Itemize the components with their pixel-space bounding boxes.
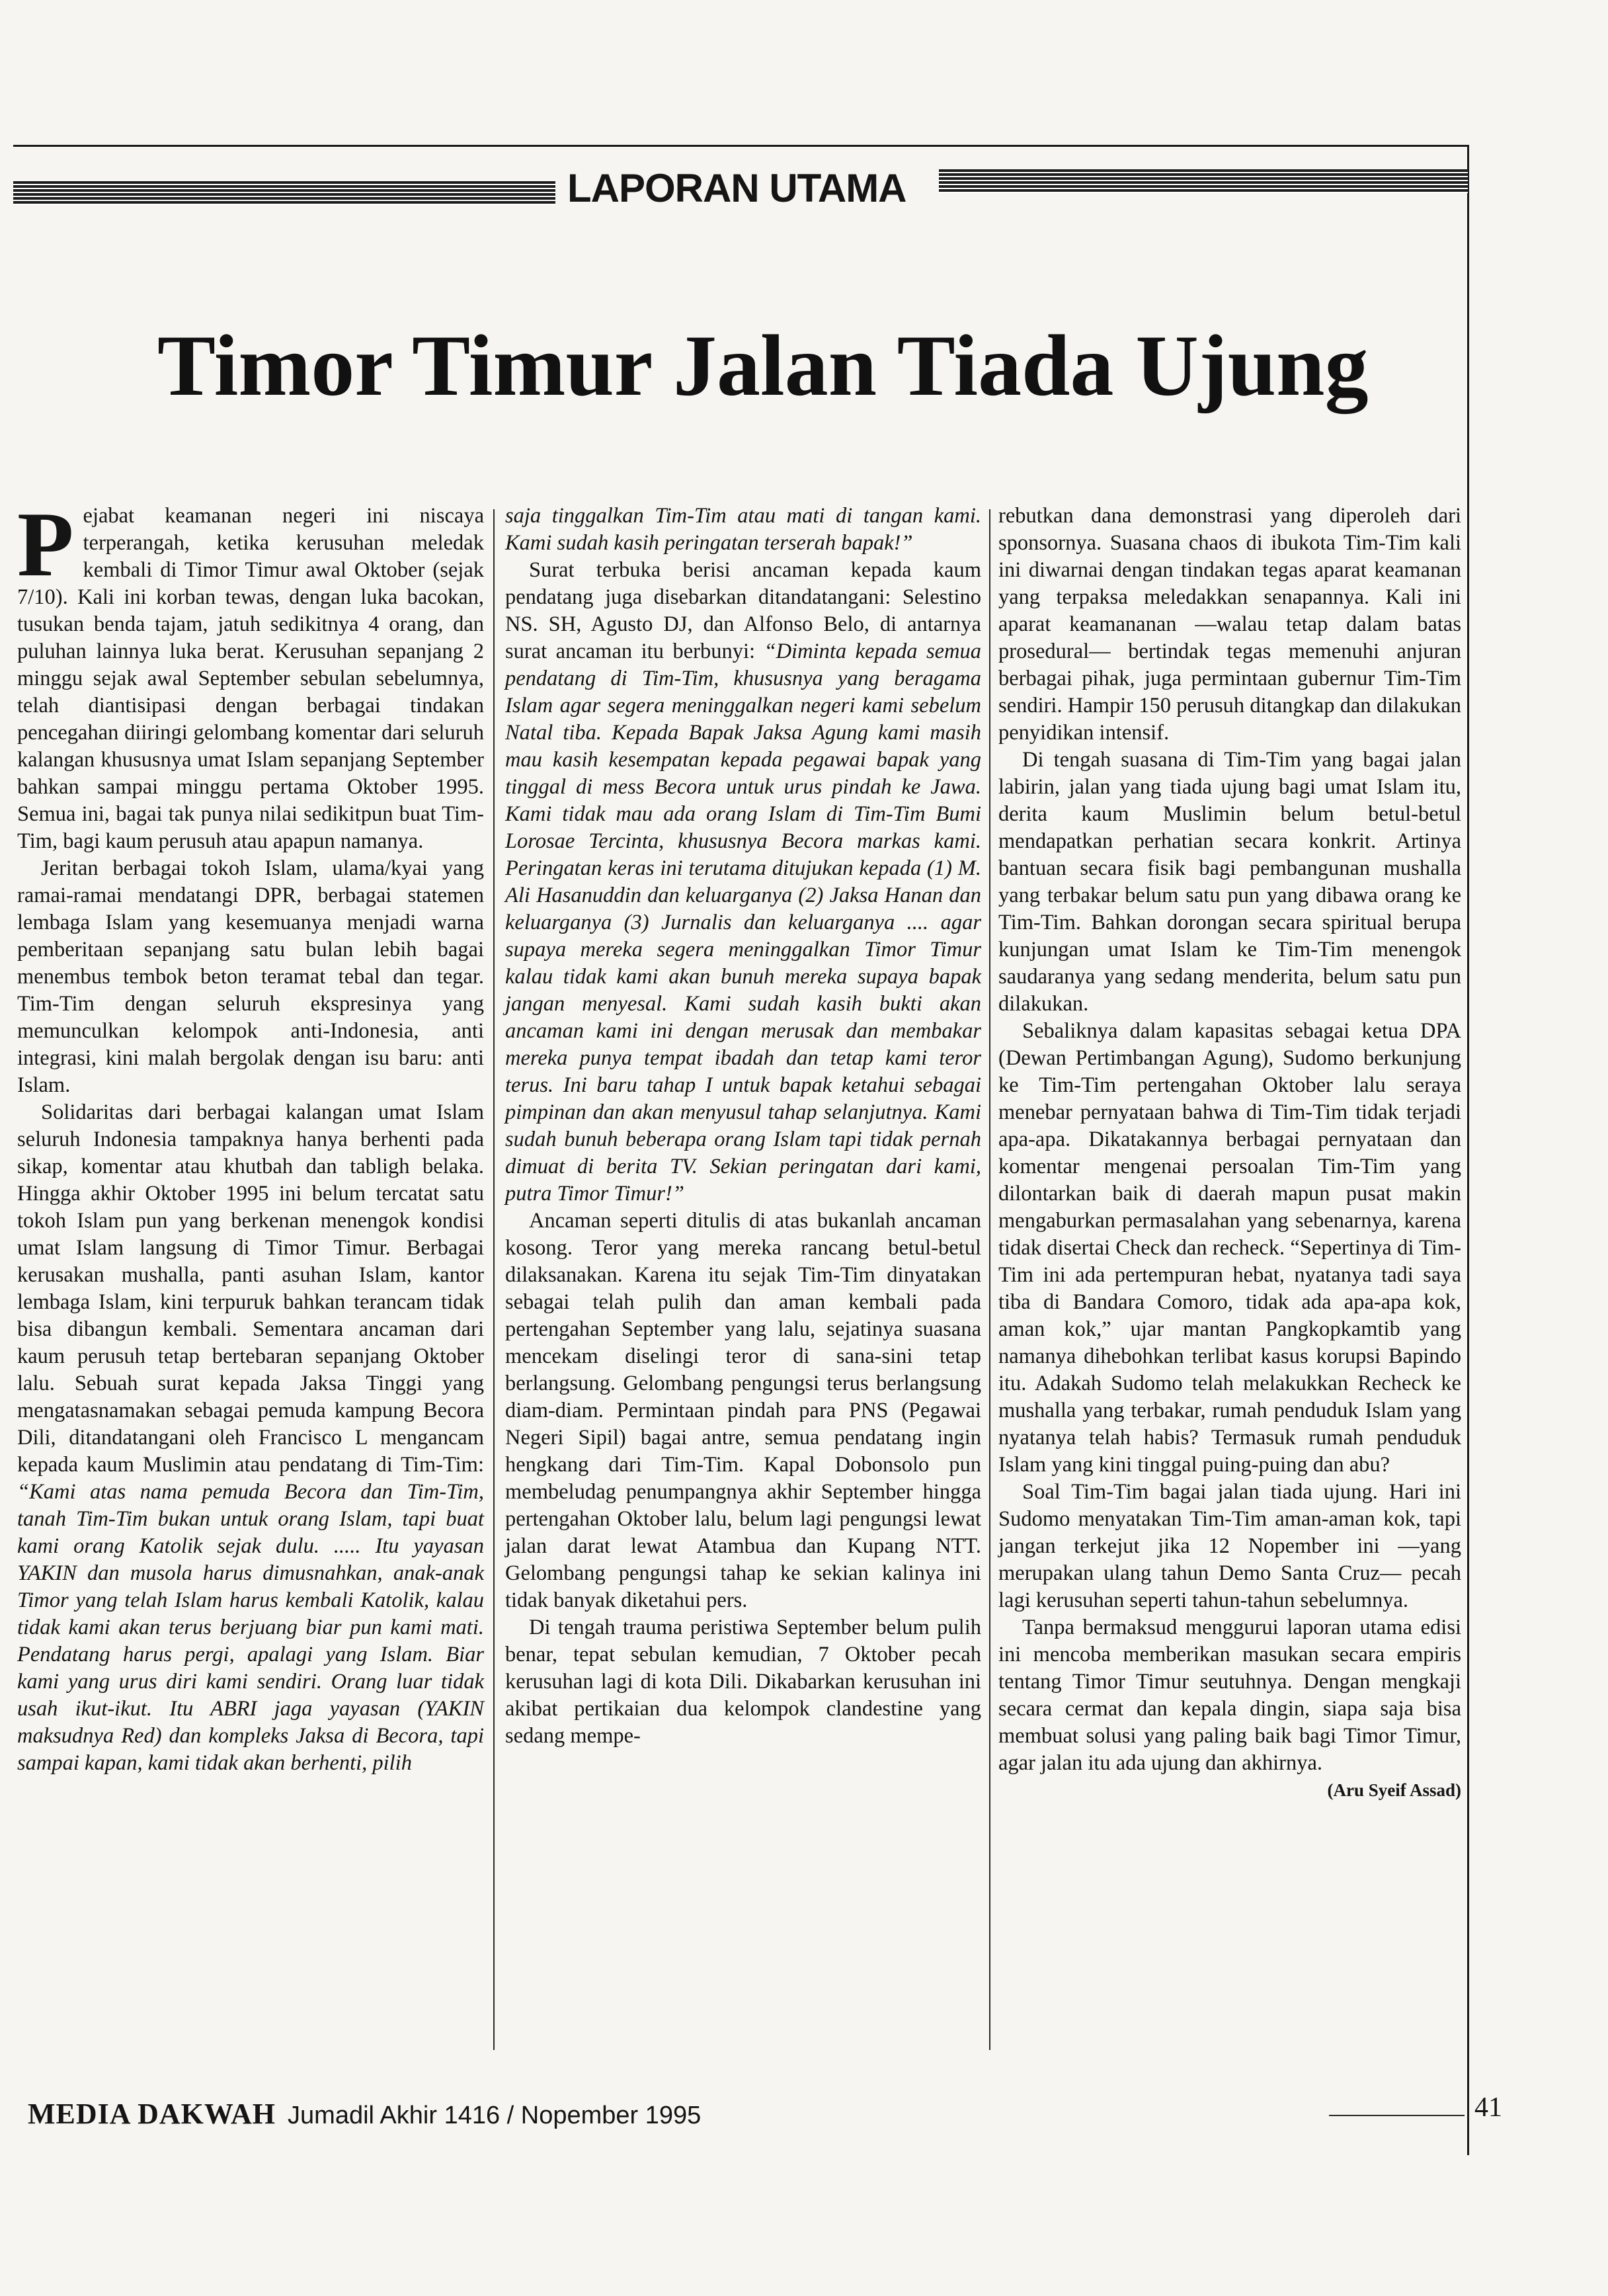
section-header <box>13 165 1468 218</box>
section-label: LAPORAN UTAMA <box>567 166 906 210</box>
paragraph-text: Tanpa bermaksud menggurui laporan utama edisi ini mencoba memberikan masukan secara empiris tentang Timor Timur seutuhnya. Dengan mengkaji secara cermat dan kepala dingin, siapa saja bisa membuat solusi yang paling baik bagi Timor Timur, agar jalan itu ada ujung dan akhirnya. <box>998 1616 1461 1775</box>
threat-letter-quote-continued: saja tinggalkan Tim-Tim atau mati di tangan kami. Kami sudah kasih peringatan terserah bapak!” <box>505 504 981 555</box>
drop-cap: P <box>17 493 74 596</box>
author-byline: (Aru Syeif Assad) <box>1327 1780 1461 1800</box>
column-divider-2 <box>989 509 990 2050</box>
article-paragraph: rebutkan dana demonstrasi yang diperoleh dari sponsornya. Suasana chaos di ibukota Tim-Tim kali ini diwarnai dengan tindakan tegas aparat keamanan yang terpaksa meledakkan senapannya. Kali ini aparat keamananan —walau tetap dalam batas prosedural— bertindak tegas memenuhi anjuran berbagai pihak, juga permintaan gubernur Tim-Tim sendiri. Hampir 150 perusuh ditangkap dan dilakukan penyidikan intensif. <box>998 504 1461 745</box>
article-paragraph <box>505 557 981 1208</box>
open-letter-quote: “Diminta kepada semua pendatang di Tim-Tim, khususnya yang beragama Islam agar segera meninggalkan negeri kami sebelum Natal tiba. Kepada Bapak Jaksa Agung kami masih mau kasih kesempatan kepada pegawai bapak yang tinggal di mess Becora untuk urus pindah ke Jawa. Kami tidak mau ada orang Islam di Tim-Tim Bumi Lorosae Tercinta, khususnya Becora markas kami. Peringatan keras ini terutama ditujukan kepada (1) M. Ali Hasanuddin dan keluarganya (2) Jaksa Hanan dan keluarganya (3) Jurnalis dan keluarganya .... agar supaya mereka segera meninggalkan Timor Timur kalau tidak kami akan bunuh mereka supaya bapak jangan menyesal. Kami sudah kasih bukti akan ancaman kami ini dengan merusak dan membakar mereka punya tempat ibadah dan tetap kami teror terus. Ini baru tahap I untuk bapak ketahui sebagai pimpinan dan akan menyusul tahap selanjutnya. Kami sudah bunuh beberapa orang Islam tapi tidak pernah dimuat di berita TV. Sekian peringatan dari kami, putra Timor Timur!” <box>505 639 982 1206</box>
article-paragraph: Di tengah suasana di Tim-Tim yang bagai jalan labirin, jalan yang tiada ujung bagi umat Islam itu, derita kaum Muslimin belum betul-betul mendapatkan perhatian secara konkrit. Artinya bantuan secara fisik bagi pembangunan mushalla yang terbakar belum satu pun yang dibawa orang ke Tim-Tim. Bahkan dorongan secara spiritual berupa kunjungan umat Islam ke Tim-Tim menengok saudaranya yang sedang menderita, belum satu pun dilakukan. <box>998 748 1461 1016</box>
page-frame-top-rule <box>13 145 1468 147</box>
article-paragraph <box>17 493 484 855</box>
article-paragraph <box>17 1099 484 1777</box>
article-paragraph <box>505 503 981 557</box>
section-stripes-right <box>939 169 1468 193</box>
article-column-1 <box>17 493 484 1777</box>
paragraph-text: Surat terbuka berisi ancaman kepada kaum pendatang juga disebarkan ditandatangani: Selestino NS. SH, Agusto DJ, dan Alfonso Belo, di antarnya surat ancaman itu berbunyi: <box>505 558 981 663</box>
article-paragraph: Jeritan berbagai tokoh Islam, ulama/kyai yang ramai-ramai mendatangi DPR, berbagai statemen lembaga Islam yang kesemuanya menjadi warna pemberitaan sepanjang satu bulan lebih bagai menembus tembok beton teramat tebal dan tegar. Tim-Tim dengan seluruh ekspresinya yang memunculkan kelompok anti-Indonesia, anti integrasi, kini malah bergolak dengan isu baru: anti Islam. <box>17 856 484 1097</box>
article-column-3 <box>998 503 1461 1804</box>
page-frame-right-rule <box>1467 145 1469 2155</box>
section-stripes-left <box>13 181 555 205</box>
page-number: 41 <box>1474 2092 1502 2123</box>
article-paragraph: Di tengah trauma peristiwa September belum pulih benar, tepat sebulan kemudian, 7 Oktober pecah kerusuhan lagi di kota Dili. Dikabarkan kerusuhan ini akibat pertikaian dua kelompok clandestine yang sedang mempe- <box>505 1616 981 1748</box>
paragraph-text: Solidaritas dari berbagai kalangan umat Islam seluruh Indonesia tampaknya hanya berhenti pada sikap, komentar atau khutbah dan tabligh belaka. Hingga akhir Oktober 1995 ini belum tercatat satu tokoh Islam pun yang berkenan menengok kondisi umat Islam langsung di Timor Timur. Berbagai kerusakan mushalla, panti asuhan Islam, kantor lembaga Islam, kini terpuruk bahkan terancam tidak bisa dibangun kembali. Sementara ancaman dari kaum perusuh tetap bertebaran sepanjang Oktober lalu. Sebuah surat kepada Jaksa Tinggi yang mengatasnamakan sebagai pemuda kampung Becora Dili, ditandatangani oleh Francisco L mengancam kepada kaum Muslimin atau pendatang di Tim-Tim: <box>17 1100 484 1477</box>
footer-rule <box>1329 2115 1465 2116</box>
column-divider-1 <box>493 509 495 2050</box>
article-paragraph: Soal Tim-Tim bagai jalan tiada ujung. Hari ini Sudomo menyatakan Tim-Tim aman-aman kok, tapi jangan terkejut jika 12 Nopember ini —yang merupakan ulang tahun Demo Santa Cruz— pecah lagi kerusuhan seperti tahun-tahun sebelumnya. <box>998 1480 1461 1612</box>
publication-name: MEDIA DAKWAH <box>28 2098 276 2130</box>
footer-publication-line <box>28 2098 701 2132</box>
article-paragraph: Sebaliknya dalam kapasitas sebagai ketua DPA (Dewan Pertimbangan Agung), Sudomo berkunjung ke Tim-Tim pertengahan Oktober lalu seraya menebar pernyataan bahwa di Tim-Tim tidak terjadi apa-apa. Dikatakannya berbagai pernyataan dan komentar mengenai persoalan Tim-Tim yang dilontarkan baik di daerah mapun pusat makin mengaburkan permasalahan yang sebenarnya, karena tidak disertai Check dan recheck. “Sepertinya di Tim-Tim ini ada pertempuran hebat, nyatanya tadi saya tiba di Bandara Comoro, tidak ada apa-apa kok, aman kok,” ujar mantan Pangkopkamtib yang namanya dihebohkan terlibat kasus korupsi Bapindo itu. Adakah Sudomo telah melakukkan Recheck ke mushalla yang terbakar, rumah penduduk Islam yang nyatanya telah habis? Termasuk rumah penduduk Islam yang kini tinggal puing-puing dan abu? <box>998 1019 1461 1477</box>
article-paragraph <box>998 1614 1461 1800</box>
paragraph-text: ejabat keamanan negeri ini niscaya terperangah, ketika kerusuhan meledak kembali di Timor Timur awal Oktober (sejak 7/10). Kali ini korban tewas, dengan luka bacokan, tusukan benda tajam, jatuh sedikitnya 4 orang, dan puluhan lainnya luka berat. Kerusuhan sepanjang 2 minggu sejak awal September sebulan sebelumnya, telah diantisipasi dengan berbagai tindakan pencegahan diiringi gelombang komentar dari seluruh kalangan khususnya umat Islam sepanjang September bahkan sampai minggu pertama Oktober 1995. Semua ini, bagai tak punya nilai sedikitpun buat Tim-Tim, bagi kaum perusuh atau apapun namanya. <box>17 504 484 853</box>
article-headline: Timor Timur Jalan Tiada Ujung <box>157 317 1369 414</box>
article-paragraph: Ancaman seperti ditulis di atas bukanlah ancaman kosong. Teror yang mereka rancang betul-betul dilaksanakan. Karena itu sejak Tim-Tim dinyatakan sebagai telah pulih dan aman kembali pada pertengahan September yang lalu, sejatinya suasana mencekam diselingi teror di sana-sini tetap berlangsung. Gelombang pengungsi terus berlangsung diam-diam. Permintaan pindah para PNS (Pegawai Negeri Sipil) bagai antre, semua pendatang ingin hengkang dari Tim-Tim. Kapal Dobonsolo pun membeludag penumpangnya akhir September hingga pertengahan Oktober lalu, belum lagi pengungsi lewat jalan darat lewat Atambua dan Kupang NTT. Gelombang pengungsi tahap ke sekian kalinya ini tidak banyak diketahui pers. <box>505 1209 981 1612</box>
issue-date: Jumadil Akhir 1416 / Nopember 1995 <box>288 2102 702 2129</box>
article-column-2 <box>505 503 981 1750</box>
threat-letter-quote: “Kami atas nama pemuda Becora dan Tim-Tim, tanah Tim-Tim bukan untuk orang Islam, tapi buat kami orang Katolik sejak dulu. ..... Itu yayasan YAKIN dan musola harus dimusnahkan, anak-anak Timor yang telah Islam harus kembali Katolik, kalau tidak kami akan terus berjuang biar pun kami mati. Pendatang harus pergi, apalagi yang Islam. Biar kami yang urus diri kami sendiri. Orang luar tidak usah ikut-ikut. Itu ABRI jaga yayasan (YAKIN maksudnya Red) dan kompleks Jaksa di Becora, tapi sampai kapan, kami tidak akan berhenti, pilih <box>17 1480 484 1775</box>
